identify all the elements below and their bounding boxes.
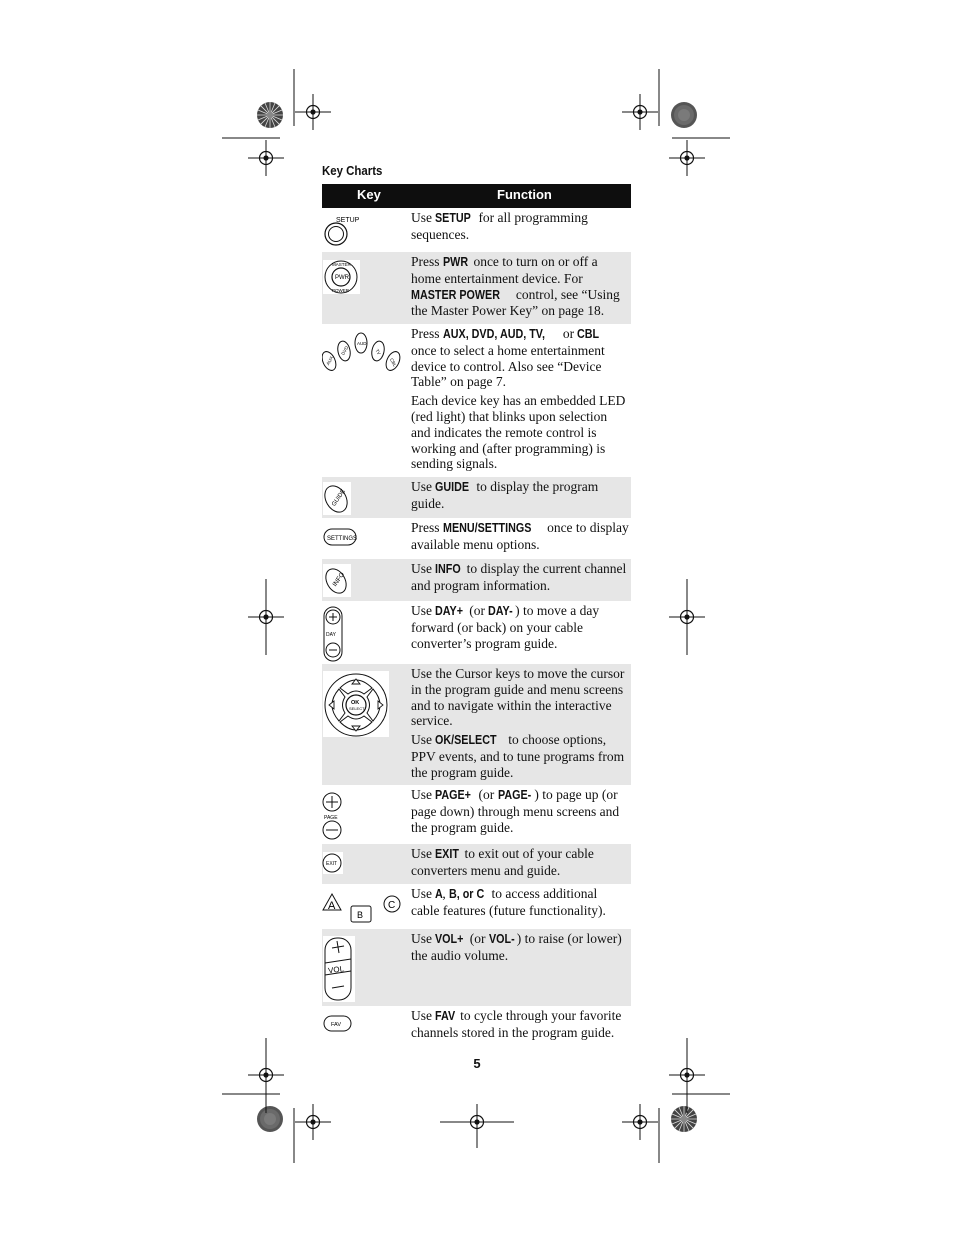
row-function-text: Use FAV to cycle through your favorite channels stored in the program guide. [411,1008,622,1040]
svg-text:A: A [328,900,336,912]
svg-text:OK: OK [351,700,360,706]
svg-text:MASTER: MASTER [332,262,351,267]
settings-key-icon [322,518,408,559]
svg-text:B: B [357,910,364,920]
table-row [322,518,631,559]
pwr-key-icon [322,252,408,324]
header-function: Function [497,187,552,202]
row-function-text: Use DAY+ (or DAY- ) to move a day forward (or back) on your cable converter’s program guide. [411,603,600,651]
svg-text:INFO: INFO [331,571,347,588]
row-function-text: Use PAGE+ (or PAGE- ) to page up (or page down) through menu screens and the program guide. [411,787,620,835]
row-function-text: Press AUX, DVD, AUD, TV, or CBL once to select a home entertainment device to control. Also see “Device Table” on page 7. Each device key has an embedded LED (red light) that blinks upon selection and indicates the remote control is working and (after programming) is sending signals. [411,326,626,472]
table-row [322,664,631,785]
table-header [322,184,631,208]
day-keys-icon [322,601,408,664]
exit-key-icon [322,844,408,884]
row-function-text: Use SETUP for all programming sequences. [411,210,588,242]
setup-key-icon [322,208,408,252]
table-row [322,785,631,844]
svg-text:SETUP: SETUP [336,217,360,224]
table-row [322,252,631,324]
table-row [322,559,631,601]
row-function-text: Use A, B, or C to access additional cable features (future functionality). [411,886,606,918]
svg-text:PAGE: PAGE [324,815,338,821]
section-title: Key Charts [322,163,383,178]
row-function-text: Use INFO to display the current channel and program information. [411,561,627,593]
svg-text:AUX: AUX [325,355,335,366]
row-function-text: Use the Cursor keys to move the cursor in the program guide and menu screens and to navigate within the interactive service. Use OK/SELECT to choose options, PPV events, and to tune programs from the program guide. [411,666,625,780]
svg-text:DVD: DVD [340,345,350,356]
row-function-text: Use VOL+ (or VOL- ) to raise (or lower) the audio volume. [411,931,622,963]
svg-text:SETTINGS: SETTINGS [327,536,358,542]
key-chart-table [322,184,631,1046]
table-row [322,1006,631,1046]
svg-text:TV: TV [374,348,382,356]
svg-text:C: C [388,900,396,911]
table-row [322,477,631,518]
svg-text:SELECT: SELECT [349,706,365,711]
svg-text:PWR: PWR [335,275,349,281]
row-function-text: Use EXIT to exit out of your cable converters menu and guide. [411,846,594,878]
svg-text:POWER: POWER [332,288,350,293]
table-row [322,929,631,1006]
table-row [322,601,631,664]
table-row [322,324,631,477]
fav-key-icon [322,1006,408,1046]
header-key: Key [357,187,381,202]
table-row [322,208,631,252]
svg-text:AUD: AUD [357,341,367,346]
table-row [322,884,631,929]
row-function-text: Press MENU/SETTINGS once to display available menu options. [411,520,629,552]
svg-text:GUIDE: GUIDE [331,488,347,508]
cursor-keys-icon [322,664,408,785]
row-function-text: Press PWR once to turn on or off a home entertainment device. For MASTER POWER control, see “Using the Master Power Key” on page 18. [411,254,620,319]
page-keys-icon [322,785,408,844]
info-key-icon [322,559,408,601]
table-row [322,844,631,884]
guide-key-icon [322,477,408,518]
svg-text:CBL: CBL [388,357,398,368]
device-keys-icon [322,324,408,477]
svg-text:DAY: DAY [326,632,336,638]
row-function-text: Use GUIDE to display the program guide. [411,479,599,511]
vol-keys-icon [322,929,408,1006]
abc-keys-icon [322,884,408,929]
page-number: 5 [473,1056,481,1071]
svg-text:FAV: FAV [331,1022,341,1028]
svg-text:VOL: VOL [327,964,345,976]
svg-text:EXIT: EXIT [326,861,338,867]
